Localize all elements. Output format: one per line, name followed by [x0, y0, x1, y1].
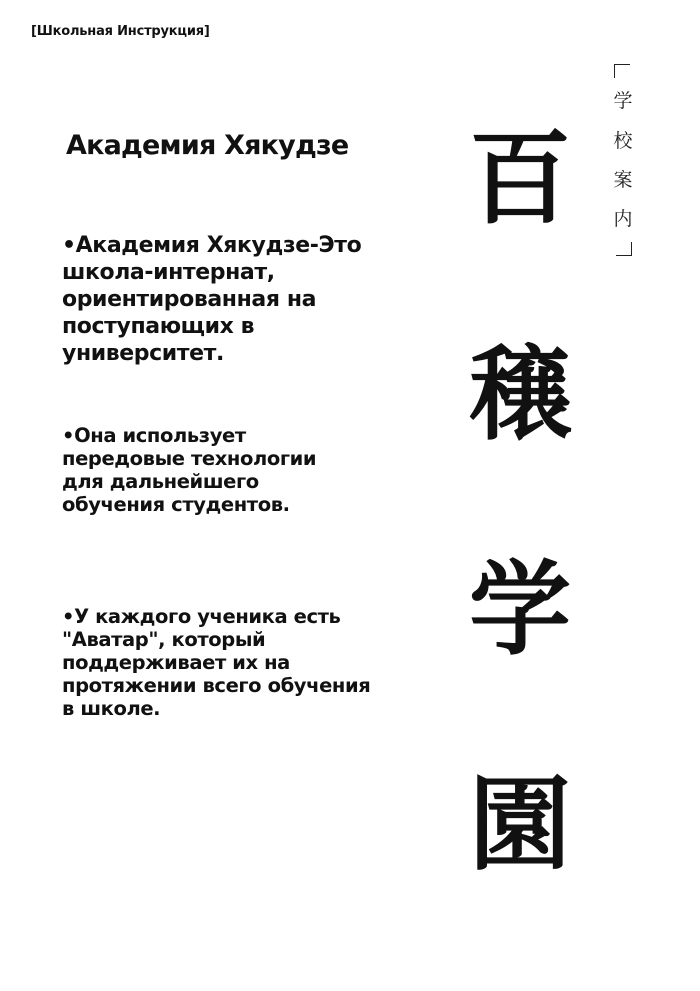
side-label-char-4: 内	[613, 208, 633, 230]
bullet-boarding-school: •Академия Хякудзе-Это школа-интернат, ориентированная на поступающих в университет.	[62, 233, 362, 366]
bracket-close	[616, 242, 632, 256]
side-label-char-2: 校	[613, 130, 633, 152]
bullet-avatar: •У каждого ученика есть "Аватар", который поддерживает их на протяжении всего обучения в школе.	[62, 605, 371, 720]
vertical-title-char-3: 学	[469, 550, 571, 670]
side-label-char-1: 学	[613, 90, 633, 112]
vertical-title-char-4: 園	[469, 765, 571, 885]
header-tag: [Школьная Инструкция]	[31, 24, 210, 39]
side-label	[608, 64, 638, 256]
vertical-title-char-1: 百	[469, 119, 571, 239]
vertical-title-char-2: 穣	[469, 335, 571, 455]
bracket-open	[614, 64, 630, 78]
side-label-char-3: 案	[613, 169, 633, 191]
bullet-advanced-technology: •Она использует передовые технологии для дальнейшего обучения студентов.	[62, 424, 317, 516]
page-title: Академия Хякудзе	[66, 130, 349, 161]
